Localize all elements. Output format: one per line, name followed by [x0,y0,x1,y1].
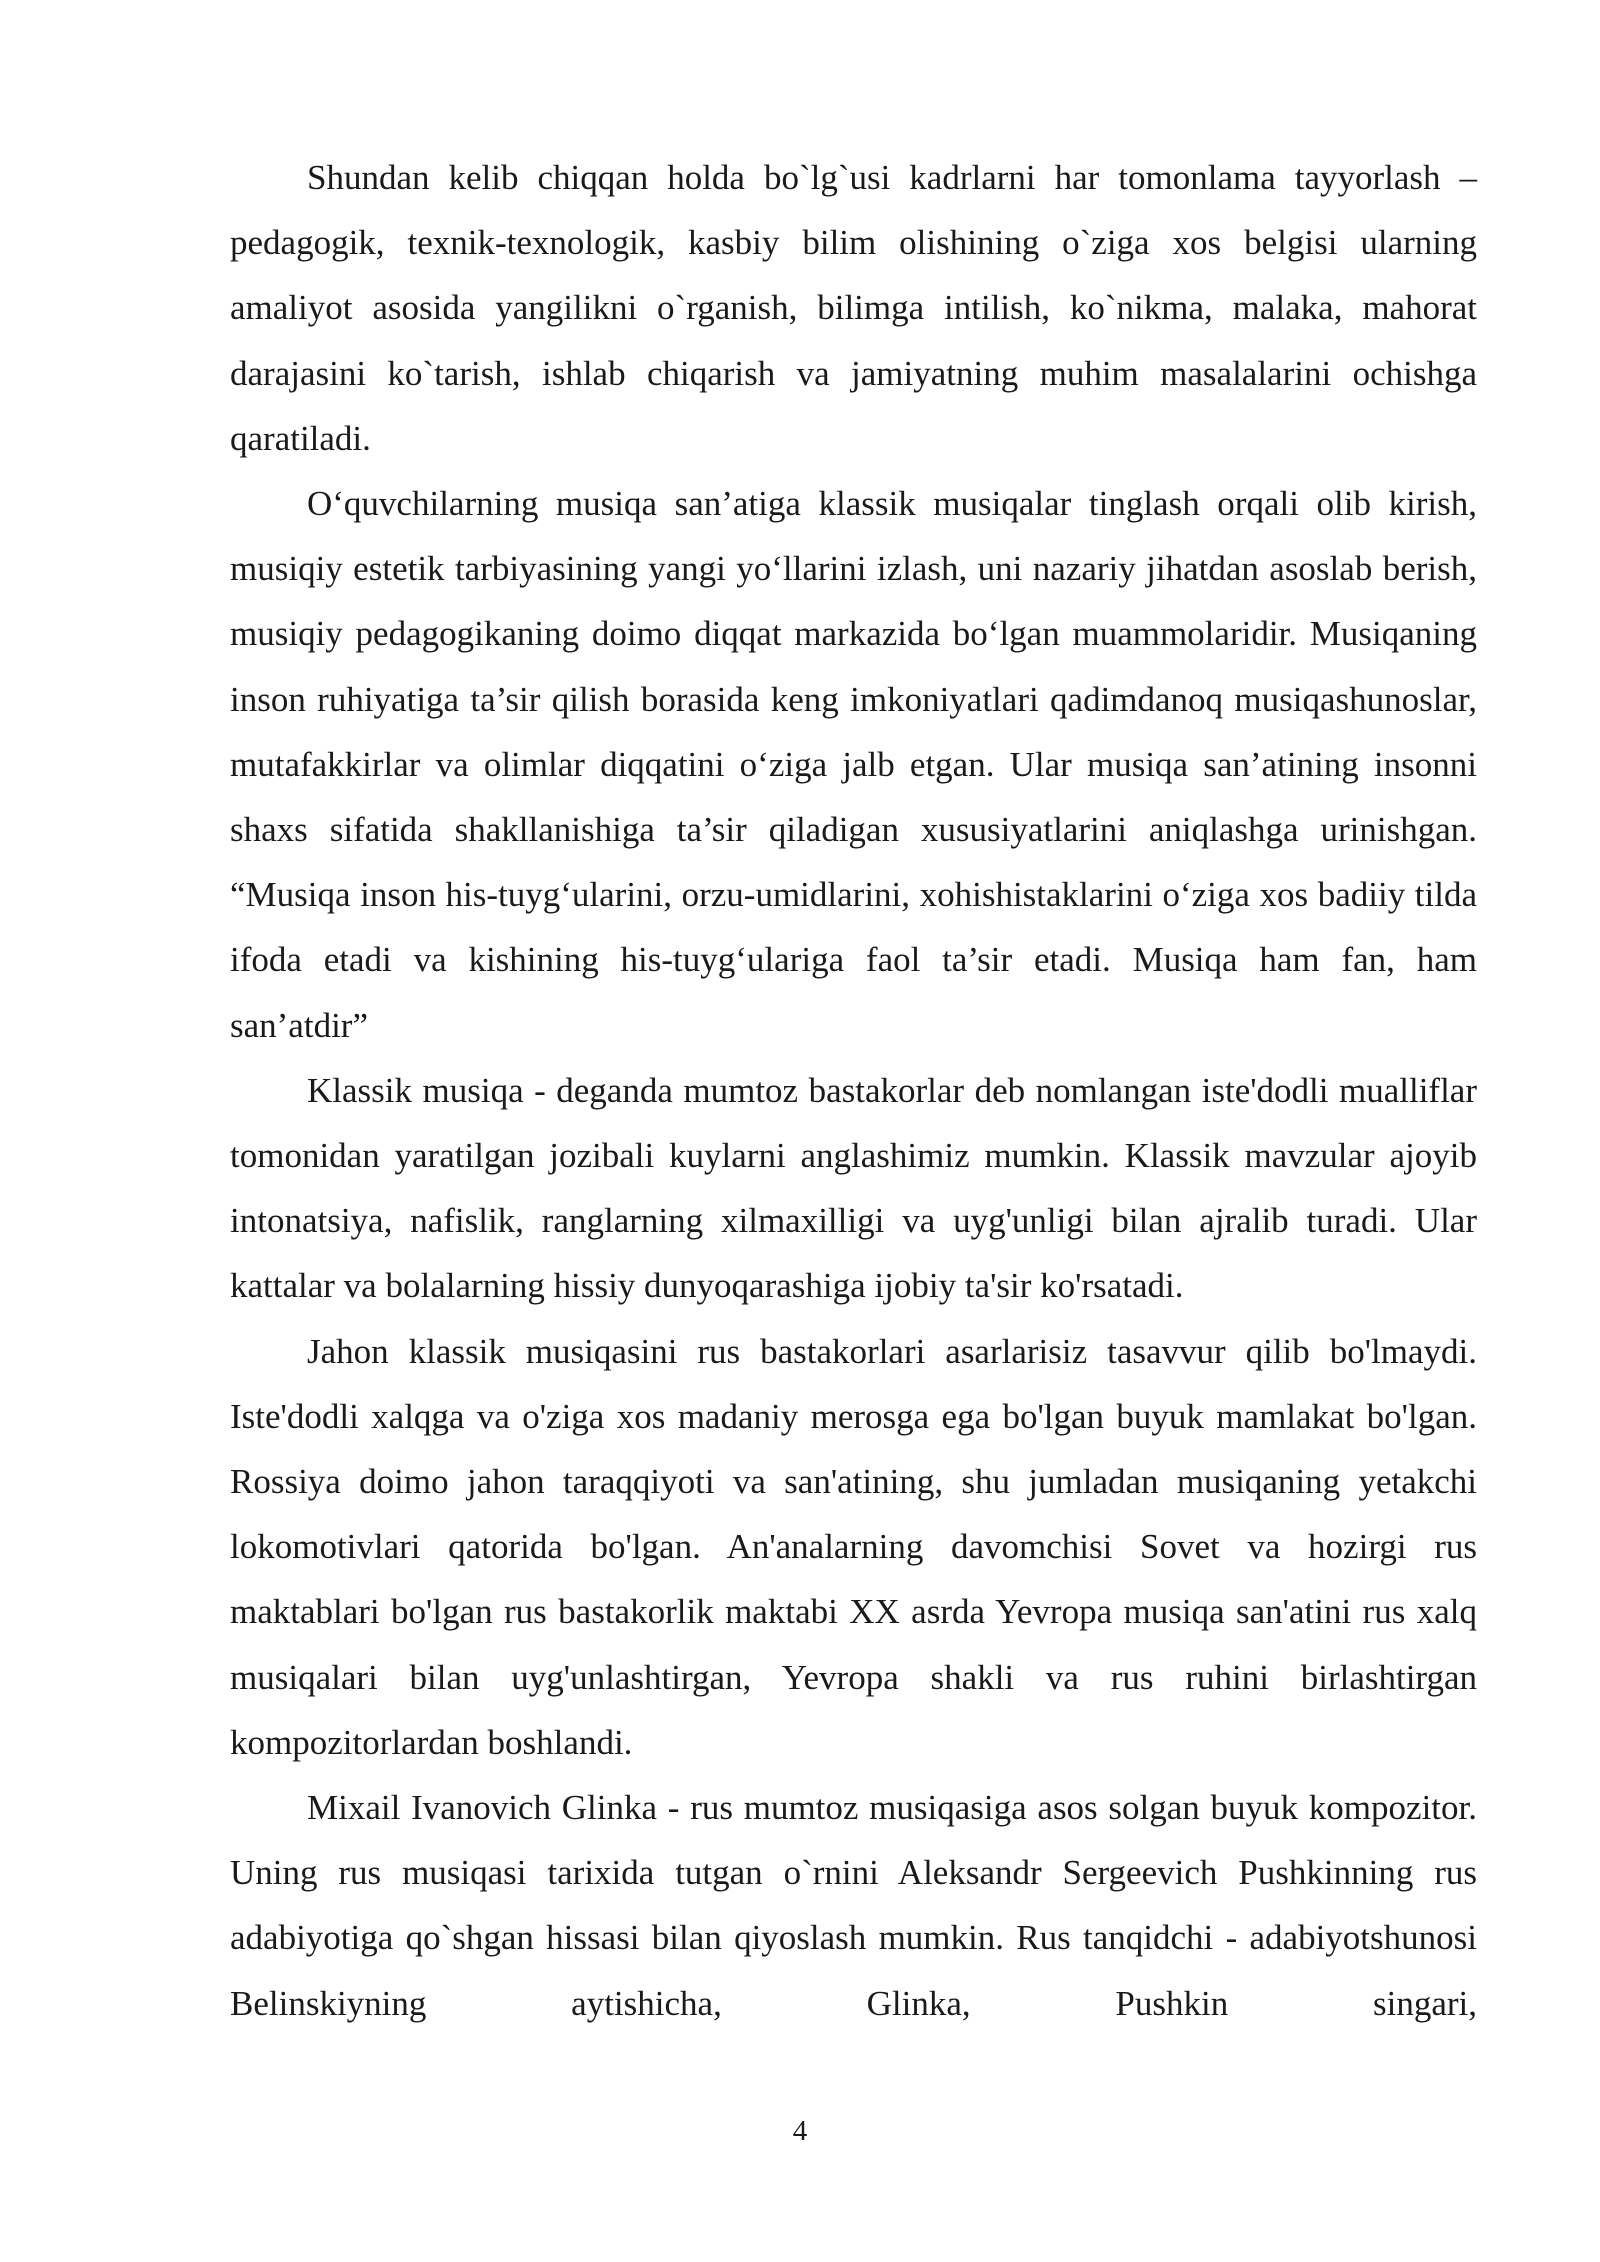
paragraph-4: Jahon klassik musiqasini rus bastakorlari asarlarisiz tasavvur qilib bo'lmaydi. Iste'dodli xalqga va o'ziga xos madaniy merosga ega bo'lgan buyuk mamlakat bo'lgan. Rossiya doimo jahon taraqqiyoti va san'atining, shu jumladan musiqaning yetakchi lokomotivlari qatorida bo'lgan. An'analarning davomchisi Sovet va hozirgi rus maktablari bo'lgan rus bastakorlik maktabi XX asrda Yevropa musiqa san'atini rus xalq musiqalari bilan uyg'unlashtirgan, Yevropa shakli va rus ruhini birlashtirgan kompozitorlardan boshlandi. [230,1331,1477,1762]
paragraph-5: Mixail Ivanovich Glinka - rus mumtoz musiqasiga asos solgan buyuk kompozitor. Uning rus musiqasi tarixida tutgan o`rnini Aleksandr Sergeevich Pushkinning rus adabiyotiga qo`shgan hissasi bilan qiyoslash mumkin. Rus tanqidchi - adabiyotshunosi Belinskiyning aytishicha, Glinka, Pushkin singari, [230,1788,1477,2023]
paragraph-1: Shundan kelib chiqqan holda bo`lg`usi kadrlarni har tomonlama tayyorlash – pedagogik, texnik-texnologik, kasbiy bilim olishining o`ziga xos belgisi ularning amaliyot asosida yangilikni o`rganish, bilimga intilish, ko`nikma, malaka, mahorat darajasini ko`tarish, ishlab chiqarish va jamiyatning muhim masalalarini ochishga qaratiladi. [230,158,1477,458]
body-text [230,145,1477,2036]
paragraph-3: Klassik musiqa - deganda mumtoz bastakorlar deb nomlangan iste'dodli mualliflar tomonidan yaratilgan jozibali kuylarni anglashimiz mumkin. Klassik mavzular ajoyib intonatsiya, nafislik, ranglarning xilmaxilligi va uyg'unligi bilan ajralib turadi. Ular kattalar va bolalarning hissiy dunyoqarashiga ijobiy ta'sir ko'rsatadi. [230,1070,1477,1306]
page-number: 4 [792,2115,808,2147]
paragraph-2: O‘quvchilarning musiqa san’atiga klassik musiqalar tinglash orqali olib kirish, musiqiy estetik tarbiyasining yangi yo‘llarini izlash, uni nazariy jihatdan asoslab berish, musiqiy pedagogikaning doimo diqqat markazida bo‘lgan muammolaridir. Musiqaning inson ruhiyatiga ta’sir qilish borasida keng imkoniyatlari qadimdanoq musiqashunoslar, mutafakkirlar va olimlar diqqatini o‘ziga jalb etgan. Ular musiqa san’atining insonni shaxs sifatida shakllanishiga ta’sir qiladigan xususiyatlarini aniqlashga urinishgan. “Musiqa inson his-tuyg‘ularini, orzu-umidlarini, xohishistaklarini o‘ziga xos badiiy tilda ifoda etadi va kishining his-tuyg‘ulariga faol ta’sir etadi. Musiqa ham fan, ham san’atdir” [230,484,1477,1045]
